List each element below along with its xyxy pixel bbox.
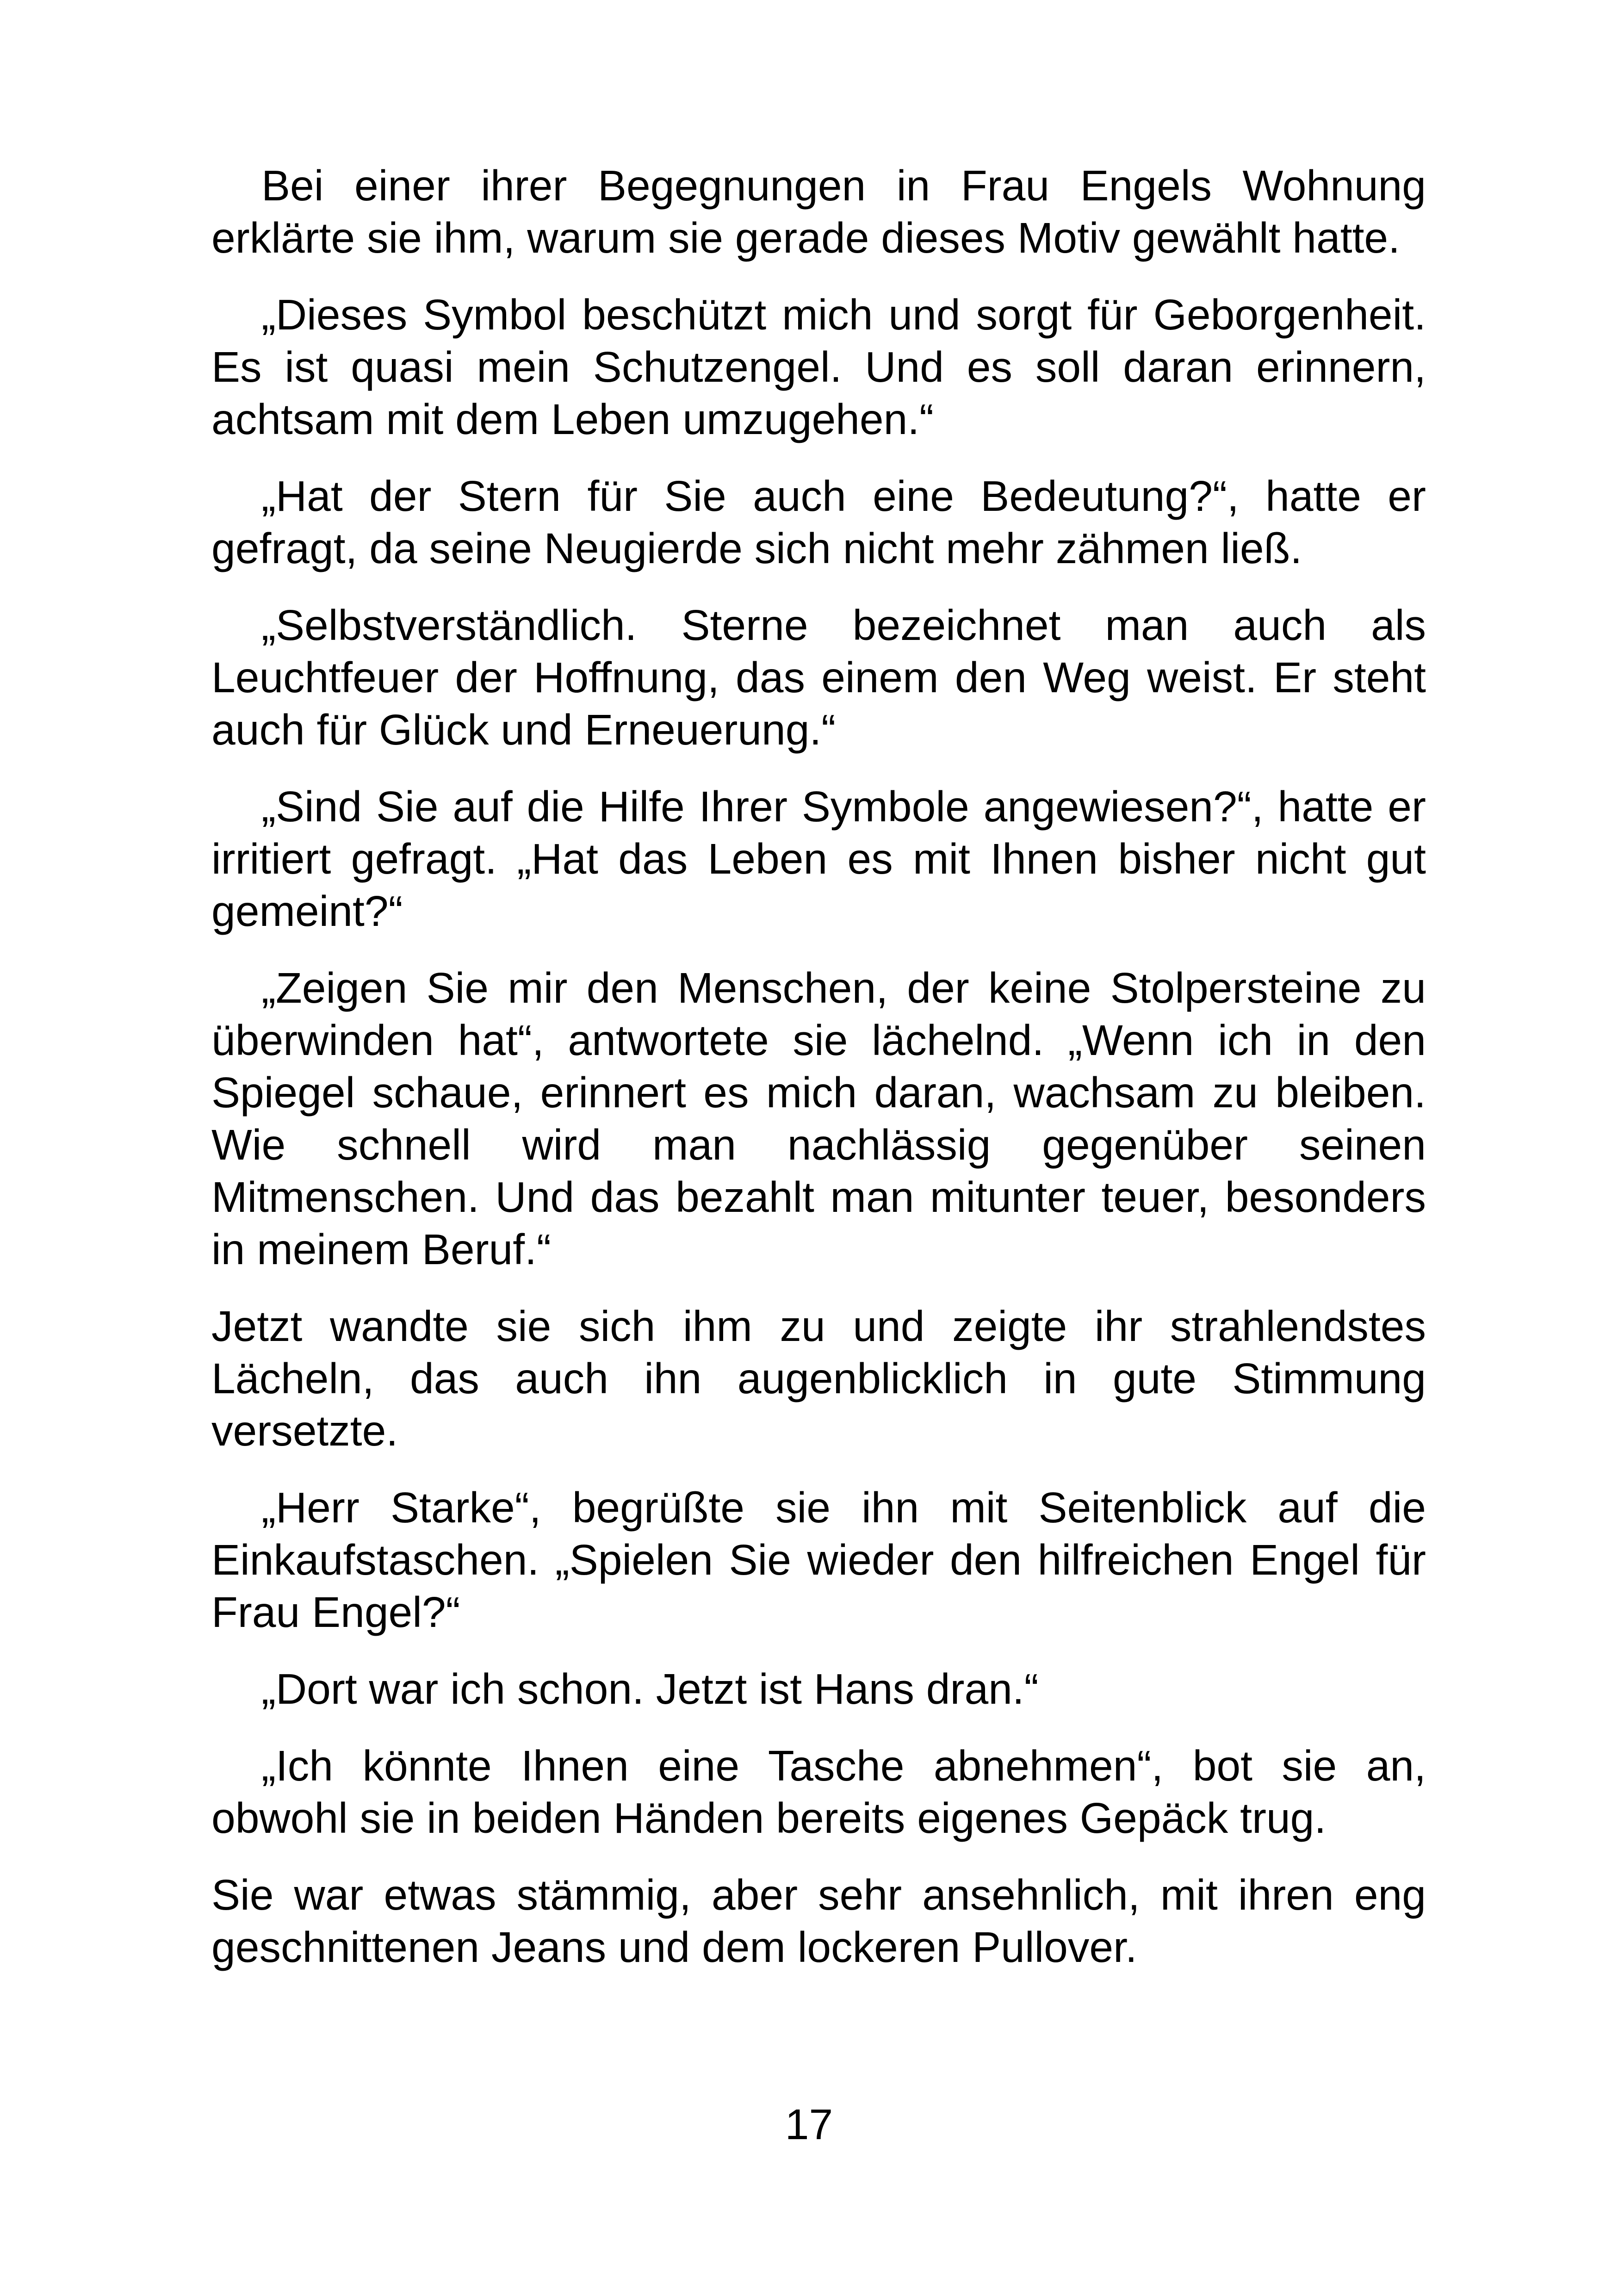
paragraph: „Dort war ich schon. Jetzt ist Hans dran.“ [261,1665,1039,1713]
paragraph: Jetzt wandte sie sich ihm zu und zeigte ihr strahlendstes Lächeln, das auch ihn augenblicklich in gute Stimmung versetzte. [211,1302,1426,1455]
paragraph: „Sind Sie auf die Hilfe Ihrer Symbole angewiesen?“, hatte er irritiert gefragt. „Hat das Leben es mit Ihnen bisher nicht gut gemeint?“ [211,782,1426,935]
paragraph: „Zeigen Sie mir den Menschen, der keine Stolpersteine zu überwinden hat“, antwortete sie lächelnd. „Wenn ich in den Spiegel schaue, erinnert es mich daran, wachsam zu bleiben. Wie schnell wird man nachlässig gegenüber seinen Mitmenschen. Und das bezahlt man mitunter teuer, besonders in meinem Beruf.“ [211,964,1426,1273]
paragraph: „Ich könnte Ihnen eine Tasche abnehmen“, bot sie an, obwohl sie in beiden Händen bereits eigenes Gepäck trug. [211,1742,1426,1842]
text-column [211,160,1426,1998]
paragraph: Sie war etwas stämmig, aber sehr ansehnlich, mit ihren eng geschnittenen Jeans und dem lockeren Pullover. [211,1871,1426,1971]
paragraph: „Dieses Symbol beschützt mich und sorgt für Geborgenheit. Es ist quasi mein Schutzengel. Und es soll daran erinnern, achtsam mit dem Leben umzugehen.“ [211,291,1426,443]
page-number: 17 [785,2100,833,2148]
paragraph: Bei einer ihrer Begegnungen in Frau Engels Wohnung erklärte sie ihm, warum sie gerade dieses Motiv gewählt hatte. [211,161,1426,262]
paragraph: „Selbstverständlich. Sterne bezeichnet man auch als Leuchtfeuer der Hoffnung, das einem den Weg weist. Er steht auch für Glück und Erneuerung.“ [211,601,1426,754]
paragraph: „Hat der Stern für Sie auch eine Bedeutung?“, hatte er gefragt, da seine Neugierde sich nicht mehr zähmen ließ. [211,472,1426,572]
paragraph: „Herr Starke“, begrüßte sie ihn mit Seitenblick auf die Einkaufstaschen. „Spielen Sie wieder den hilfreichen Engel für Frau Engel?“ [211,1483,1426,1636]
